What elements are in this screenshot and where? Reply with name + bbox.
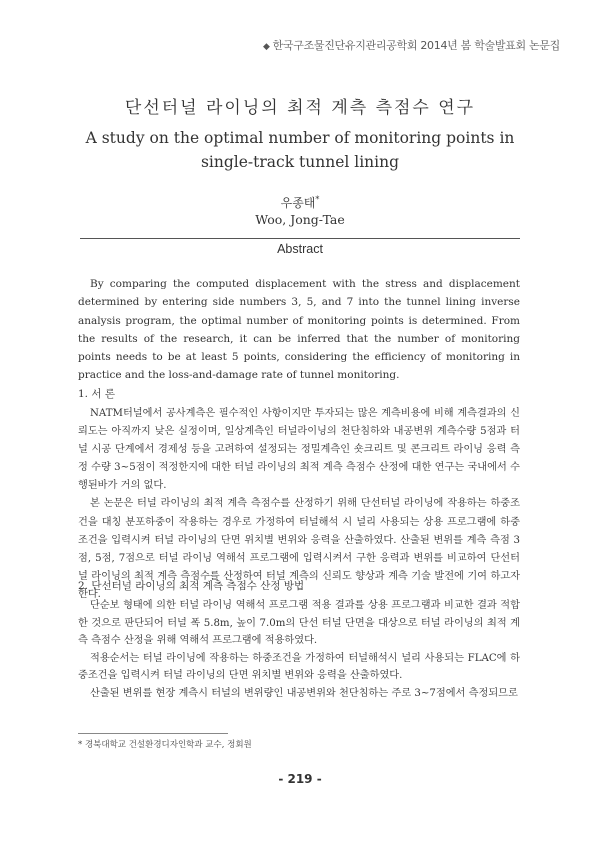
abstract-heading: Abstract [277, 242, 323, 256]
section-introduction [78, 386, 520, 604]
running-header-text: 한국구조물진단유지관리공학회 2014년 봄 학술발표회 논문집 [272, 39, 560, 52]
abstract-text: By comparing the computed displacement with the stress and displacement determined by entering side numbers 3, 5, and 7 into the tunnel lining inverse analysis program, the optimal number of monitoring points is determined. From the results of the research, it can be inferred that the number of monitoring points needs to be at least 5 points, considering the efficiency of monitoring in practice and the loss-and-damage rate of tunnel monitoring. [78, 278, 520, 382]
author-name-korean [0, 194, 600, 211]
paragraph: 적용순서는 터널 라이닝에 작용하는 하중조건을 가정하여 터널해석시 널리 사용되는 FLAC에 하중조건을 입력시켜 터널 라이닝의 단면 위치별 변위와 응력을 산출하였다. [78, 652, 520, 681]
author-korean-text: 우종태 [280, 196, 316, 210]
paragraph: NATM터널에서 공사계측은 필수적인 사항이지만 투자되는 많은 계측비용에 비해 계측결과의 신뢰도는 아직까지 낮은 실정이며, 일상계측인 터널라이닝의 천단침하와 내공변위 계측수량 5점과 터널 시공 단계에서 경제성 등을 고려하여 설정되는 정밀계측인 숏크리트 및 콘크리트 라이닝 응력 측정 수량 3~5점이 적정한지에 대한 터널 라이닝의 최적 계측 측점수 산정에 대한 연구는 국내에서 수행된바가 거의 없다. [78, 408, 520, 492]
paper-title-english: A study on the optimal number of monitoring points in single-track tunnel lining [85, 129, 515, 171]
author-name-english: Woo, Jong-Tae [255, 212, 345, 227]
paragraph: 본 논문은 터널 라이닝의 최적 계측 측점수를 산정하기 위해 단선터널 라이닝에 작용하는 하중조건을 대칭 분포하중이 작용하는 경우로 가정하여 터널해석 시 널리 사용되는 상용 프로그램에 하중조건을 입력시켜 터널 라이닝의 단면 위치별 변위와 응력을 산출하였다. 산출된 변위를 계측 측점 3점, 5점, 7점으로 터널 라이닝 역해석 프로그램에 입력시켜서 구한 응력과 변위를 비교하여 단선터널 라이닝의 최적 계측 측점수를 산정하여 터널 계측의 신뢰도 향상과 계측 기술 발전에 기여 하고자 한다. [78, 498, 520, 600]
paragraph: 산출된 변위를 현장 계측시 터널의 변위량인 내공변위와 천단침하는 주로 3~7점에서 측정되므로 [90, 687, 518, 699]
author-footnote-marker: * [315, 195, 320, 204]
footnote: * 경북대학교 건설환경디자인학과 교수, 정회원 [78, 740, 252, 750]
abstract-divider [80, 238, 520, 239]
paragraph: 단순보 형태에 의한 터널 라이닝 역해석 프로그램 적용 결과를 상용 프로그램과 비교한 결과 적합한 것으로 판단되어 터널 폭 5.8m, 높이 7.0m의 단선 터널 단면을 대상으로 터널 라이닝의 최적 계측 측점수 산정을 위해 역해석 프로그램에 적용하였다. [78, 600, 520, 646]
running-header [263, 37, 560, 53]
section-method [78, 578, 520, 702]
section-heading: 1. 서 론 [78, 388, 115, 400]
page-number: - 219 - [278, 772, 322, 786]
section-heading: 2. 단선터널 라이닝의 최적 계측 측점수 산정 방법 [78, 580, 305, 592]
footnote-divider [78, 733, 228, 734]
paper-title-korean: 단선터널 라이닝의 최적 계측 측점수 연구 [124, 98, 476, 118]
diamond-icon: ◆ [262, 42, 270, 52]
